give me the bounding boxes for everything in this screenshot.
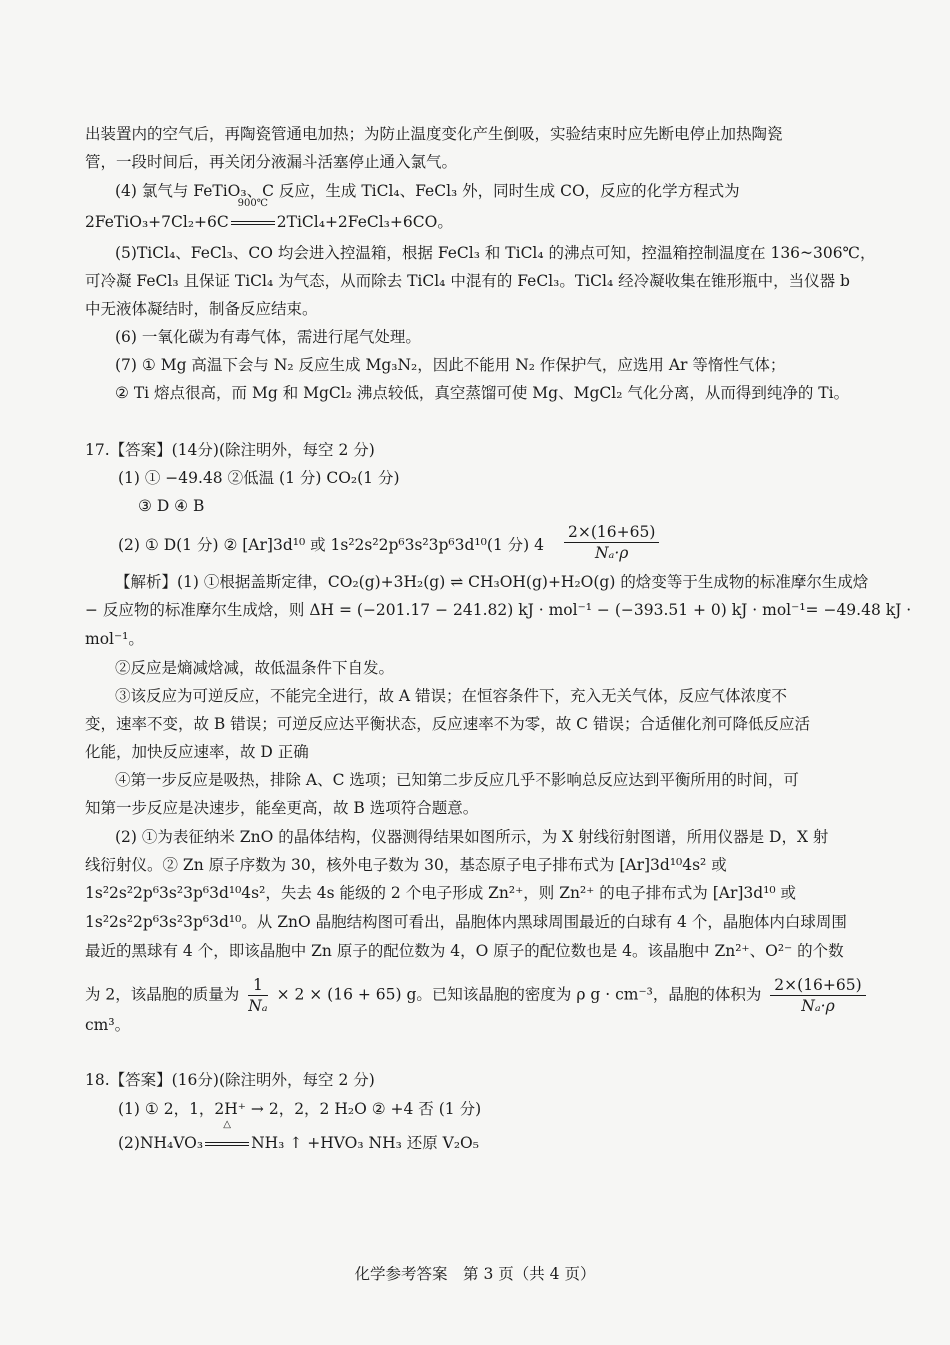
s16-p4-eq-right: 2TiCl₄+2FeCl₃+6CO。 xyxy=(276,213,453,231)
s16-p5-line2: 可冷凝 FeCl₃ 且保证 TiCl₄ 为气态，从而除去 TiCl₄ 中混有的 FeCl₃。TiCl₄ 经冷凝收集在锥形瓶中，当仪器 b xyxy=(85,272,850,290)
s16-p5-line3: 中无液体凝结时，制备反应结束。 xyxy=(85,300,318,318)
s17-ex1-line1: 【解析】(1) ①根据盖斯定律，CO₂(g)+3H₂(g) ⇌ CH₃OH(g)+H₂O(g) 的焓变等于生成物的标准摩尔生成焓 xyxy=(115,573,869,591)
s17-mass-frac-denominator: Nₐ xyxy=(248,997,268,1015)
s16-p5-line1: (5)TiCl₄、FeCl₃、CO 均会进入控温箱，根据 FeCl₃ 和 TiCl₄ 的沸点可知，控温箱控制温度在 136~306℃， xyxy=(115,244,876,262)
s16-line2: 管，一段时间后，再关闭分液漏斗活塞停止通入氯气。 xyxy=(85,153,458,171)
s17-volume-fraction xyxy=(770,975,865,1016)
s17-ex4-line1: ④第一步反应是吸热，排除 A、C 选项；已知第二步反应几乎不影响总反应达到平衡所用的时间，可 xyxy=(115,771,799,789)
s17-a2-line: (2) ① D(1 分) ② [Ar]3d¹⁰ 或 1s²2s²2p⁶3s²3p⁶3d¹⁰(1 分) 4 xyxy=(118,536,544,554)
s18-a2-cond: △ xyxy=(223,1119,231,1130)
s17-mass-fraction xyxy=(248,975,267,1016)
s18-a2 xyxy=(118,1119,479,1155)
s18-a2-right: NH₃ ↑ +HVO₃ NH₃ 还原 V₂O₅ xyxy=(251,1134,479,1152)
s17-ex3-line3: 化能，加快反应速率，故 D 正确 xyxy=(85,743,309,761)
s17-ex3-line2: 变，速率不变，故 B 错误；可逆反应达平衡状态，反应速率不为零，故 C 错误；合适催化剂可降低反应活 xyxy=(85,715,810,733)
s17-ex1-line2: − 反应物的标准摩尔生成焓，则 ΔH = (−201.17 − 241.82) kJ · mol⁻¹ − (−393.51 + 0) kJ · mol⁻¹= −49.48 kJ · xyxy=(85,601,912,619)
s17-volume-frac-denominator: Nₐ·ρ xyxy=(801,997,835,1015)
s17-ex5-line7: cm³。 xyxy=(85,1016,131,1034)
s17-ex5-line2: 线衍射仪。② Zn 原子序数为 30，核外电子数为 30，基态原子电子排布式为 [Ar]3d¹⁰4s² 或 xyxy=(85,856,727,874)
s17-a1-line1: (1) ① −49.48 ②低温 (1 分) CO₂(1 分) xyxy=(118,469,400,487)
s16-line1: 出装置内的空气后，再陶瓷管通电加热；为防止温度变化产生倒吸，实验结束时应先断电停止加热陶瓷 xyxy=(85,125,783,143)
s18-a2-left: (2)NH₄VO₃ xyxy=(118,1134,204,1152)
s17-frac-numerator: 2×(16+65) xyxy=(564,522,659,543)
s17-mass-frac-numerator: 1 xyxy=(248,975,267,996)
page-footer: 化学参考答案 第 3 页（共 4 页） xyxy=(354,1265,596,1283)
s16-p4-eq-cond: 900℃ xyxy=(237,198,268,209)
s17-ex5-line6 xyxy=(85,975,870,1016)
s17-ex3-line1: ③该反应为可逆反应，不能完全进行，故 A 错误；在恒容条件下，充入无关气体，反应气体浓度不 xyxy=(115,687,788,705)
reaction-condition-arrow xyxy=(229,198,277,234)
s17-ex5-line5: 最近的黑球有 4 个，即该晶胞中 Zn 原子的配位数为 4，O 原子的配位数也是 4。该晶胞中 Zn²⁺、O²⁻ 的个数 xyxy=(85,942,844,960)
s17-a1-line2: ③ D ④ B xyxy=(138,497,205,515)
s17-ex5-line3: 1s²2s²2p⁶3s²3p⁶3d¹⁰4s²，失去 4s 能级的 2 个电子形成 Zn²⁺，则 Zn²⁺ 的电子排布式为 [Ar]3d¹⁰ 或 xyxy=(85,884,797,902)
s17-header: 17.【答案】(14分)(除注明外，每空 2 分) xyxy=(85,441,375,459)
s16-p4-equation xyxy=(85,198,453,234)
heating-condition-arrow xyxy=(203,1119,251,1155)
s16-p6: (6) 一氧化碳为有毒气体，需进行尾气处理。 xyxy=(115,328,421,346)
s17-ex5-line6b: × 2 × (16 + 65) g。已知该晶胞的密度为 ρ g · cm⁻³，晶胞的体积为 xyxy=(276,985,762,1004)
s17-ex4-line2: 知第一步反应是决速步，能垒更高，故 B 选项符合题意。 xyxy=(85,799,479,817)
s18-a1: (1) ① 2，1，2H⁺ → 2，2，2 H₂O ② +4 否 (1 分) xyxy=(118,1100,482,1118)
s17-volume-frac-numerator: 2×(16+65) xyxy=(770,975,865,996)
s17-ex5-line6a: 为 2，该晶胞的质量为 xyxy=(85,985,240,1004)
s17-ex1-line3: mol⁻¹。 xyxy=(85,630,144,648)
s17-ex5-line4: 1s²2s²2p⁶3s²3p⁶3d¹⁰。从 ZnO 晶胞结构图可看出，晶胞体内黑球周围最近的白球有 4 个，晶胞体内白球周围 xyxy=(85,913,847,931)
s16-p7-line2: ② Ti 熔点很高，而 Mg 和 MgCl₂ 沸点较低，真空蒸馏可使 Mg、MgCl₂ 气化分离，从而得到纯净的 Ti。 xyxy=(115,384,850,402)
s16-p4-eq-left: 2FeTiO₃+7Cl₂+6C xyxy=(85,213,229,231)
s17-ex5-line1: (2) ①为表征纳米 ZnO 的晶体结构，仪器测得结果如图所示，为 X 射线衍射图谱，所用仪器是 D，X 射 xyxy=(115,828,829,846)
s17-a2-fraction xyxy=(564,522,659,563)
s16-p7-line1: (7) ① Mg 高温下会与 N₂ 反应生成 Mg₃N₂，因此不能用 N₂ 作保护气，应选用 Ar 等惰性气体； xyxy=(115,356,786,374)
s16-p4-line1: (4) 氯气与 FeTiO₃、C 反应，生成 TiCl₄、FeCl₃ 外，同时生成 CO，反应的化学方程式为 xyxy=(115,182,740,200)
s18-header: 18.【答案】(16分)(除注明外，每空 2 分) xyxy=(85,1071,375,1089)
s17-ex2: ②反应是熵减焓减，故低温条件下自发。 xyxy=(115,659,395,677)
s17-frac-denominator: Nₐ·ρ xyxy=(594,544,629,562)
